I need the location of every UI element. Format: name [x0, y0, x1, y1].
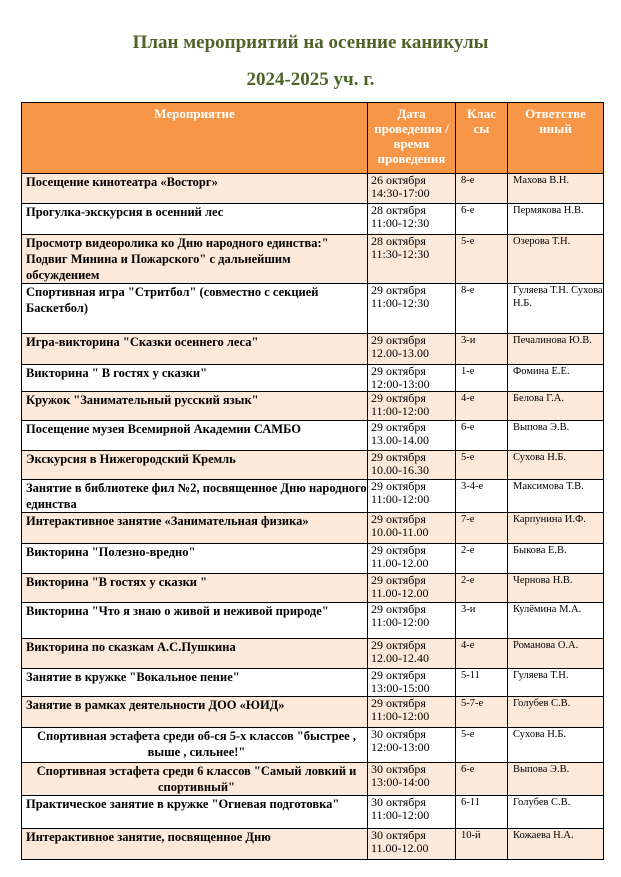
responsible-cell: Голубев С.В.	[508, 796, 604, 829]
responsible-cell: Озерова Т.Н.	[508, 235, 604, 284]
table-row	[22, 174, 604, 204]
event-cell: Занятие в кружке "Вокальное пение"	[22, 669, 368, 697]
time-text: 11.00-12.00	[371, 586, 429, 600]
event-cell: Интерактивное занятие, посвященное Дню	[22, 829, 368, 860]
responsible-cell: Пермякова Н.В.	[508, 204, 604, 235]
time-text: 11:00-12:00	[371, 808, 430, 822]
event-cell: Занятие в рамках деятельности ДОО «ЮИД»	[22, 697, 368, 728]
event-cell: Просмотр видеоролика ко Дню народного единства:" Подвиг Минина и Пожарского" с дальнейшим обсуждением	[22, 235, 368, 284]
date-cell	[368, 174, 456, 204]
date-cell	[368, 544, 456, 574]
event-cell: Викторина "Полезно-вредно"	[22, 544, 368, 574]
responsible-cell: Сухова Н.Б.	[508, 728, 604, 763]
date-text: 29 октября	[371, 450, 426, 464]
grade-cell: 6-е	[456, 763, 508, 796]
event-cell: Практическое занятие в кружке "Огневая подготовка"	[22, 796, 368, 829]
date-cell	[368, 796, 456, 829]
date-text: 30 октября	[371, 828, 426, 842]
table-row	[22, 204, 604, 235]
date-cell	[368, 669, 456, 697]
responsible-cell: Кожаева Н.А.	[508, 829, 604, 860]
date-cell	[368, 451, 456, 480]
date-text: 29 октября	[371, 602, 426, 616]
time-text: 11:30-12:30	[371, 247, 430, 261]
date-cell	[368, 334, 456, 365]
date-text: 29 октября	[371, 333, 426, 347]
time-text: 11:00-12:30	[371, 216, 430, 230]
time-text: 12.00-13.00	[371, 346, 429, 360]
event-cell: Викторина по сказкам А.С.Пушкина	[22, 639, 368, 669]
event-cell: Викторина " В гостях у сказки"	[22, 365, 368, 392]
date-text: 29 октября	[371, 283, 426, 297]
grade-cell: 3-и	[456, 603, 508, 639]
date-text: 29 октября	[371, 696, 426, 710]
time-text: 12:00-13:00	[371, 740, 430, 754]
date-text: 26 октября	[371, 173, 426, 187]
time-text: 12:00-13:00	[371, 377, 430, 391]
time-text: 13.00-14.00	[371, 433, 429, 447]
date-cell	[368, 603, 456, 639]
event-cell: Кружок "Занимательный русский язык"	[22, 392, 368, 421]
responsible-cell: Фомина Е.Е.	[508, 365, 604, 392]
grade-cell: 2-е	[456, 574, 508, 603]
event-cell: Посещение кинотеатра «Восторг»	[22, 174, 368, 204]
date-text: 29 октября	[371, 512, 426, 526]
responsible-cell: Сухова Н.Б.	[508, 451, 604, 480]
responsible-cell: Белова Г.А.	[508, 392, 604, 421]
date-text: 29 октября	[371, 364, 426, 378]
table-row	[22, 829, 604, 860]
event-cell: Прогулка-экскурсия в осенний лес	[22, 204, 368, 235]
grade-cell: 5-е	[456, 235, 508, 284]
responsible-cell: Голубев С.В.	[508, 697, 604, 728]
time-text: 10.00-16.30	[371, 463, 429, 477]
date-cell	[368, 284, 456, 334]
table-row	[22, 574, 604, 603]
date-text: 30 октября	[371, 795, 426, 809]
date-text: 29 октября	[371, 391, 426, 405]
page-title: План мероприятий на осенние каникулы	[132, 32, 489, 53]
table-row	[22, 697, 604, 728]
time-text: 11:00-12:00	[371, 615, 430, 629]
date-text: 30 октября	[371, 727, 426, 741]
table-row	[22, 544, 604, 574]
header-event: Мероприятие	[22, 103, 368, 174]
date-cell	[368, 235, 456, 284]
table-row	[22, 603, 604, 639]
date-text: 30 октября	[371, 762, 426, 776]
date-cell	[368, 728, 456, 763]
table-row	[22, 334, 604, 365]
event-cell: Викторина "В гостях у сказки "	[22, 574, 368, 603]
responsible-cell: Романова О.А.	[508, 639, 604, 669]
header-date: Дата проведения / время проведения	[368, 103, 456, 174]
grade-cell: 4-е	[456, 392, 508, 421]
event-cell: Занятие в библиотеке фил №2, посвященное Дню народного единства	[22, 480, 368, 513]
responsible-cell: Гуляева Т.Н. Сухова Н.Б.	[508, 284, 604, 334]
event-cell: Спортивная эстафета среди 6 классов "Самый ловкий и спортивный"	[22, 763, 368, 796]
grade-cell: 8-е	[456, 174, 508, 204]
grade-cell: 5-7-е	[456, 697, 508, 728]
responsible-cell: Максимова Т.В.	[508, 480, 604, 513]
time-text: 13:00-15:00	[371, 681, 430, 695]
grade-cell: 10-й	[456, 829, 508, 860]
date-text: 29 октября	[371, 420, 426, 434]
date-cell	[368, 204, 456, 235]
date-cell	[368, 697, 456, 728]
time-text: 12.00-12.40	[371, 651, 429, 665]
date-cell	[368, 480, 456, 513]
table-row	[22, 480, 604, 513]
time-text: 11:00-12:00	[371, 492, 430, 506]
school-year: 2024-2025 уч. г.	[246, 69, 375, 90]
responsible-cell: Махова В.Н.	[508, 174, 604, 204]
events-table	[21, 102, 604, 860]
time-text: 11.00-12.00	[371, 556, 429, 570]
grade-cell: 3-и	[456, 334, 508, 365]
responsible-cell: Чернова Н.В.	[508, 574, 604, 603]
date-cell	[368, 639, 456, 669]
responsible-cell: Гуляева Т.Н.	[508, 669, 604, 697]
event-cell: Викторина "Что я знаю о живой и неживой природе"	[22, 603, 368, 639]
date-text: 29 октября	[371, 479, 426, 493]
event-cell: Экскурсия в Нижегородский Кремль	[22, 451, 368, 480]
header-grade: Клас сы	[456, 103, 508, 174]
grade-cell: 5-е	[456, 728, 508, 763]
table-header-row	[22, 103, 604, 174]
date-text: 29 октября	[371, 573, 426, 587]
table-body	[22, 174, 604, 860]
responsible-cell: Кулёмина М.А.	[508, 603, 604, 639]
table-row	[22, 284, 604, 334]
table-row	[22, 639, 604, 669]
table-row	[22, 728, 604, 763]
time-text: 10.00-11.00	[371, 525, 429, 539]
grade-cell: 4-е	[456, 639, 508, 669]
date-cell	[368, 365, 456, 392]
table-row	[22, 235, 604, 284]
responsible-cell: Выпова Э.В.	[508, 421, 604, 451]
grade-cell: 1-е	[456, 365, 508, 392]
grade-cell: 5-11	[456, 669, 508, 697]
date-cell	[368, 392, 456, 421]
date-cell	[368, 574, 456, 603]
grade-cell: 7-е	[456, 513, 508, 544]
table-row	[22, 669, 604, 697]
table-row	[22, 365, 604, 392]
event-cell: Игра-викторина "Сказки осеннего леса"	[22, 334, 368, 365]
responsible-cell: Карпунина И.Ф.	[508, 513, 604, 544]
table-row	[22, 392, 604, 421]
time-text: 11:00-12:30	[371, 296, 430, 310]
table-row	[22, 513, 604, 544]
date-text: 29 октября	[371, 668, 426, 682]
event-cell: Интерактивное занятие «Занимательная физика»	[22, 513, 368, 544]
date-cell	[368, 513, 456, 544]
grade-cell: 6-е	[456, 421, 508, 451]
date-cell	[368, 763, 456, 796]
event-cell: Спортивная игра "Стритбол" (совместно с секцией Баскетбол)	[22, 284, 368, 334]
table-row	[22, 763, 604, 796]
responsible-cell: Печалинова Ю.В.	[508, 334, 604, 365]
time-text: 11:00-12:00	[371, 404, 430, 418]
grade-cell: 6-11	[456, 796, 508, 829]
grade-cell: 3-4-е	[456, 480, 508, 513]
event-cell: Спортивная эстафета среди об-ся 5-х классов "быстрее , выше , сильнее!"	[22, 728, 368, 763]
grade-cell: 6-е	[456, 204, 508, 235]
date-cell	[368, 829, 456, 860]
table-row	[22, 421, 604, 451]
date-text: 28 октября	[371, 234, 426, 248]
date-cell	[368, 421, 456, 451]
responsible-cell: Быкова Е.В.	[508, 544, 604, 574]
table-row	[22, 796, 604, 829]
time-text: 14:30-17:00	[371, 186, 430, 200]
date-text: 28 октября	[371, 203, 426, 217]
table-row	[22, 451, 604, 480]
grade-cell: 2-е	[456, 544, 508, 574]
header-responsible: Ответстве нный	[508, 103, 604, 174]
responsible-cell: Выпова Э.В.	[508, 763, 604, 796]
date-text: 29 октября	[371, 543, 426, 557]
time-text: 13:00-14:00	[371, 775, 430, 789]
grade-cell: 5-е	[456, 451, 508, 480]
date-text: 29 октября	[371, 638, 426, 652]
grade-cell: 8-е	[456, 284, 508, 334]
event-cell: Посещение музея Всемирной Академии САМБО	[22, 421, 368, 451]
time-text: 11:00-12:00	[371, 709, 430, 723]
time-text: 11.00-12.00	[371, 841, 429, 855]
